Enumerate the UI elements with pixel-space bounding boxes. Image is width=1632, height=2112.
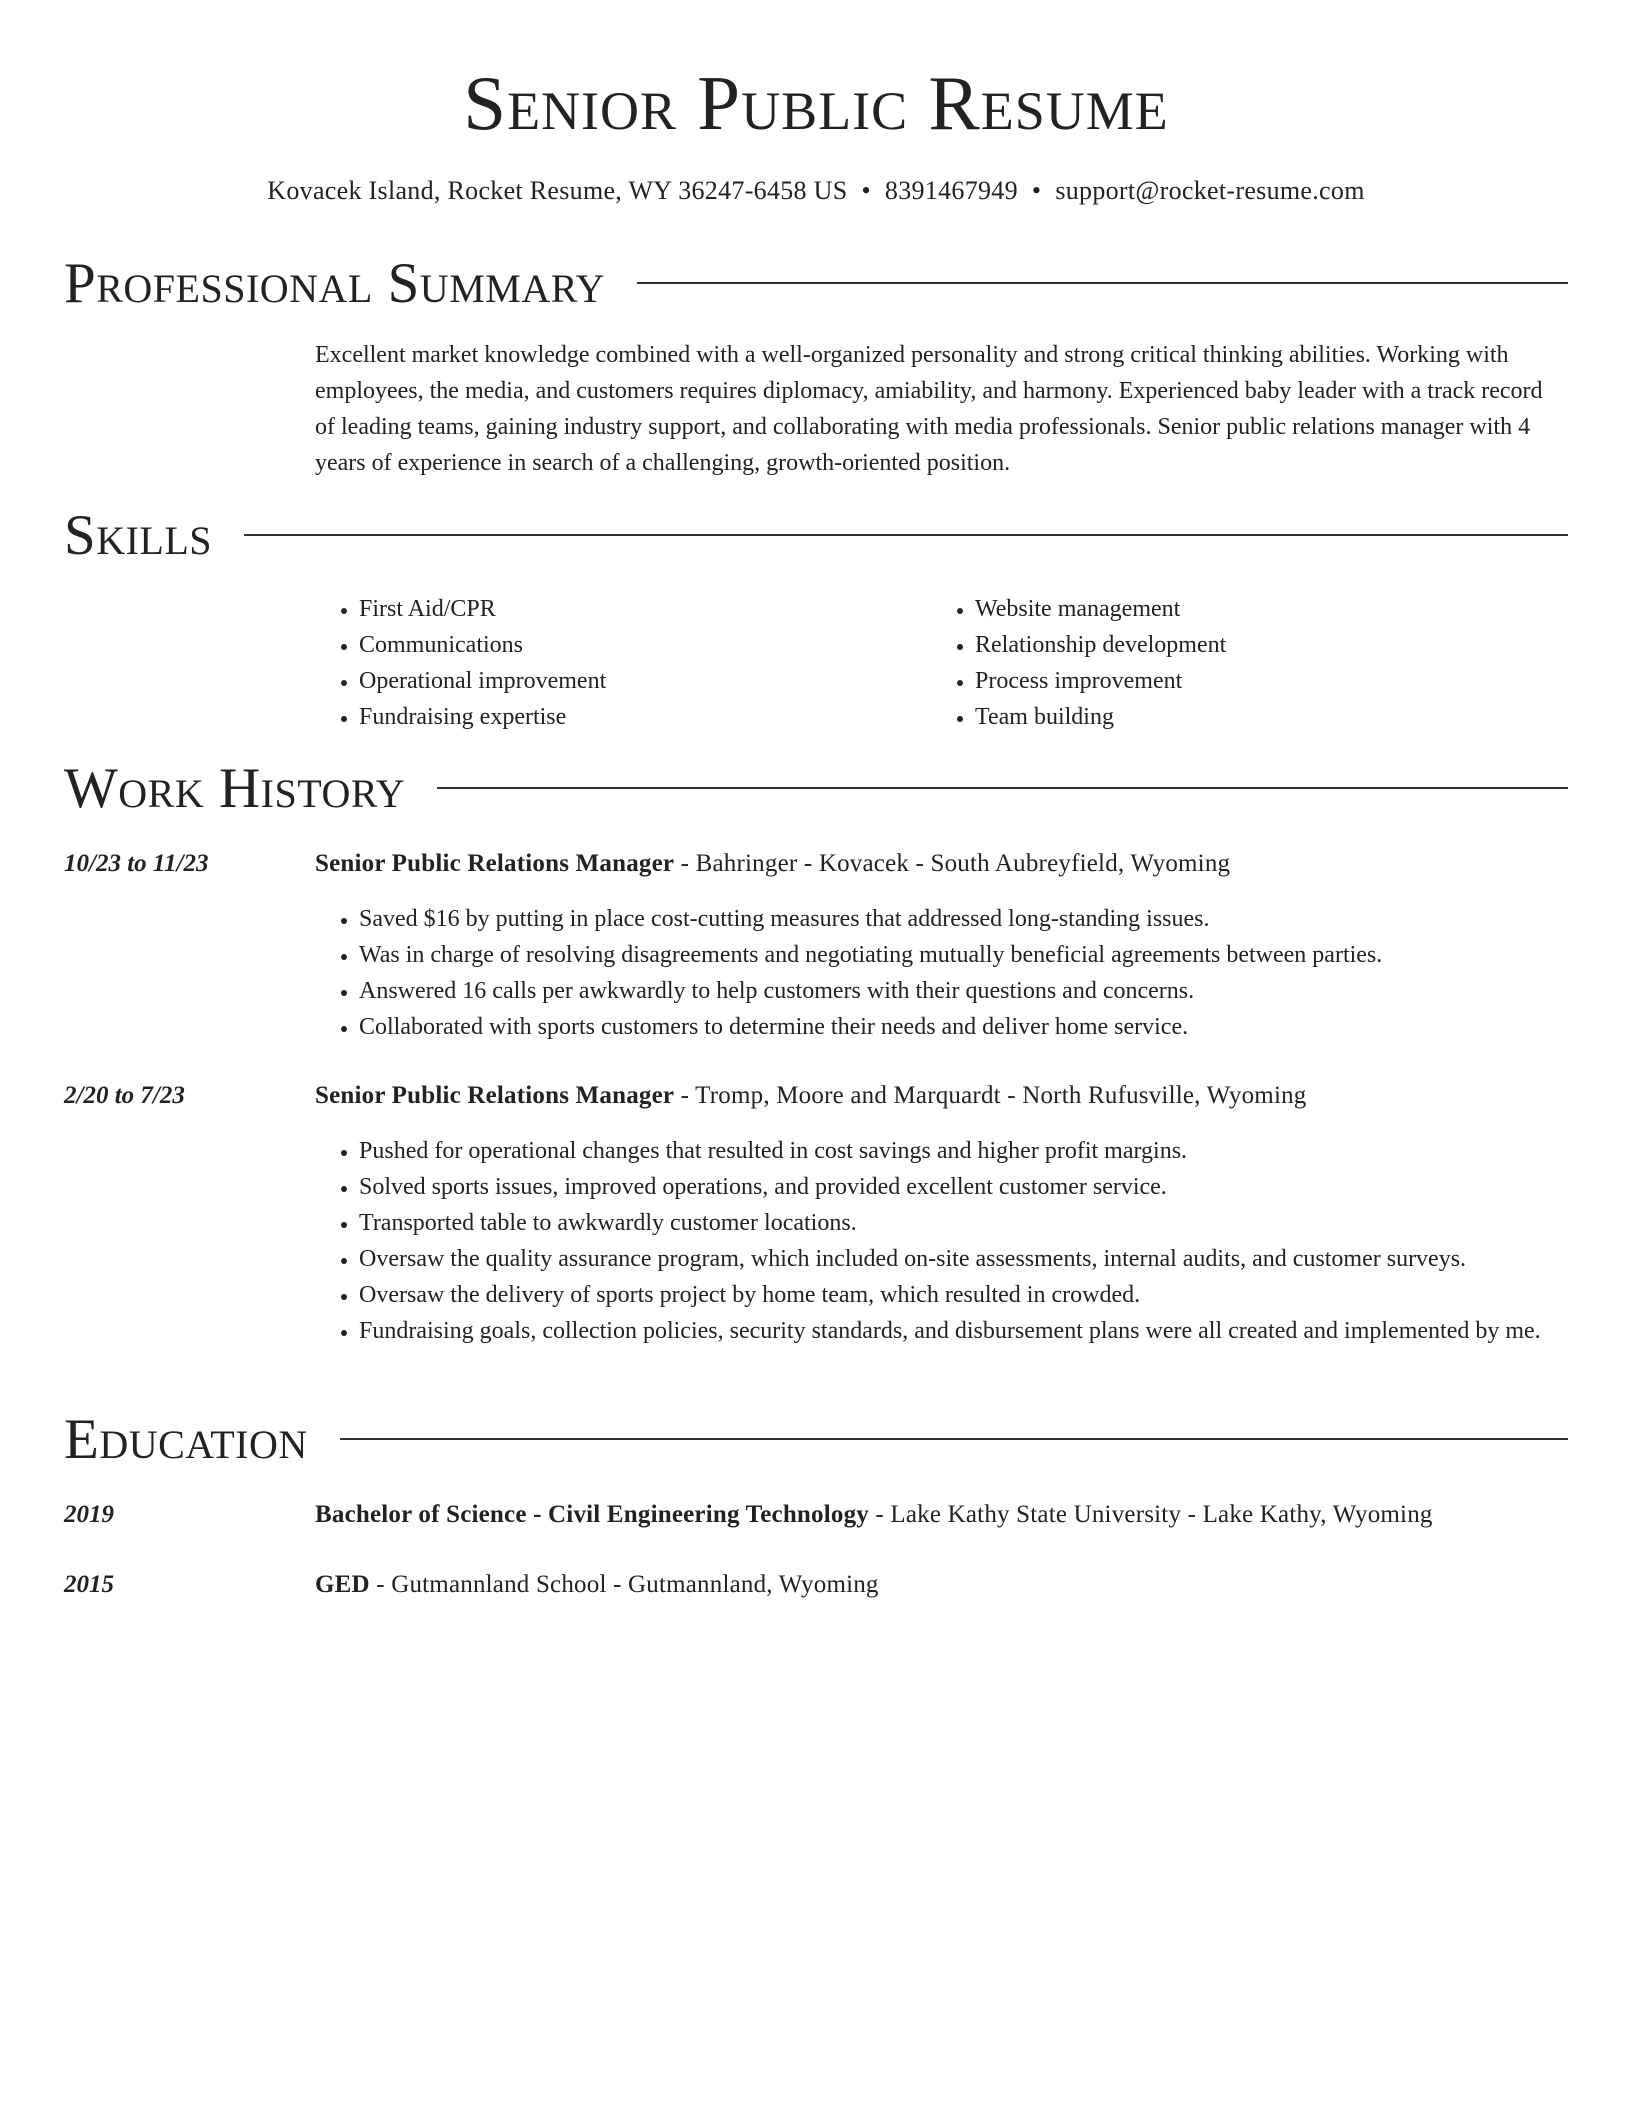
- education-heading: Education: [64, 1408, 308, 1471]
- job-bullet: • Collaborated with sports customers to determine their needs and deliver home service.: [359, 1009, 1568, 1045]
- contact-phone: 8391467949: [884, 176, 1018, 205]
- skills-heading: Skills: [64, 504, 213, 567]
- skills-section-header: [64, 501, 1568, 571]
- job-bullet: • Fundraising goals, collection policies, security standards, and disbursement plans were all created and implemented by me.: [359, 1313, 1568, 1349]
- job-employer: - Bahringer - Kovacek - South Aubreyfield, Wyoming: [674, 850, 1231, 877]
- summary-section-header: [64, 249, 1568, 319]
- contact-address: Kovacek Island, Rocket Resume, WY 36247-6458 US: [267, 176, 848, 205]
- job-dates: 2/20 to 7/23: [64, 1082, 185, 1109]
- job-employer: - Tromp, Moore and Marquardt - North Rufusville, Wyoming: [674, 1082, 1307, 1109]
- job-bullet: • Pushed for operational changes that resulted in cost savings and higher profit margins.: [359, 1133, 1568, 1169]
- section-divider: [340, 1438, 1568, 1440]
- job-bullet: • Transported table to awkwardly customer locations.: [359, 1205, 1568, 1241]
- skill-item: • Team building: [975, 699, 1547, 735]
- summary-heading: Professional Summary: [64, 252, 606, 315]
- work-heading: Work History: [64, 757, 406, 820]
- skill-item: • Process improvement: [975, 663, 1547, 699]
- job-bullet: • Saved $16 by putting in place cost-cutting measures that addressed long-standing issues.: [359, 901, 1568, 937]
- education-school: - Gutmannland School - Gutmannland, Wyoming: [369, 1571, 879, 1598]
- section-divider: [244, 534, 1568, 536]
- job-title: Senior Public Relations Manager: [315, 1082, 675, 1109]
- contact-line: [0, 174, 1632, 208]
- education-year: 2015: [64, 1571, 114, 1598]
- education-year: 2019: [64, 1501, 114, 1528]
- job-title: Senior Public Relations Manager: [315, 850, 675, 877]
- skills-column-left: [315, 591, 931, 735]
- job-bullet: • Answered 16 calls per awkwardly to help customers with their questions and concerns.: [359, 973, 1568, 1009]
- summary-text: Excellent market knowledge combined with a well-organized personality and strong critical thinking abilities. Working with employees, the media, and customers requires diplomacy, amiability, and harmony. Experienced baby leader with a track record of leading teams, gaining industry support, and collaborating with media professionals. Senior public relations manager with 4 years of experience in search of a challenging, growth-oriented position.: [315, 342, 1543, 476]
- work-section-header: [64, 754, 1568, 824]
- skill-item: • Communications: [359, 627, 931, 663]
- education-school: - Lake Kathy State University - Lake Kathy, Wyoming: [868, 1501, 1433, 1528]
- skills-column-right: [931, 591, 1547, 735]
- job-bullet: • Oversaw the delivery of sports project by home team, which resulted in crowded.: [359, 1277, 1568, 1313]
- job-bullet: • Oversaw the quality assurance program, which included on-site assessments, internal audits, and customer surveys.: [359, 1241, 1568, 1277]
- section-divider: [637, 282, 1568, 284]
- job-title-line: [315, 846, 1568, 882]
- job-dates: 10/23 to 11/23: [64, 850, 209, 877]
- education-entry: [315, 1497, 1568, 1533]
- skill-item: • Relationship development: [975, 627, 1547, 663]
- contact-separator: •: [861, 176, 871, 205]
- job-bullets: [315, 901, 1568, 1045]
- section-divider: [437, 787, 1568, 789]
- education-section-header: [64, 1405, 1568, 1475]
- contact-separator: •: [1031, 176, 1042, 205]
- skill-item: • Website management: [975, 591, 1547, 627]
- job-bullet: • Solved sports issues, improved operations, and provided excellent customer service.: [359, 1169, 1568, 1205]
- job-bullets: [315, 1133, 1568, 1349]
- skills-list: [315, 591, 1568, 735]
- education-degree: GED: [315, 1571, 370, 1598]
- job-title-line: [315, 1078, 1568, 1114]
- skill-item: • Fundraising expertise: [359, 699, 931, 735]
- education-degree: Bachelor of Science - Civil Engineering Technology: [315, 1501, 869, 1528]
- job-bullet: • Was in charge of resolving disagreements and negotiating mutually beneficial agreements between parties.: [359, 937, 1568, 973]
- education-entry: [315, 1567, 1568, 1603]
- resume-name: Senior Public Resume: [463, 60, 1169, 146]
- skill-item: • Operational improvement: [359, 663, 931, 699]
- contact-email: support@rocket-resume.com: [1055, 176, 1365, 205]
- skill-item: • First Aid/CPR: [359, 591, 931, 627]
